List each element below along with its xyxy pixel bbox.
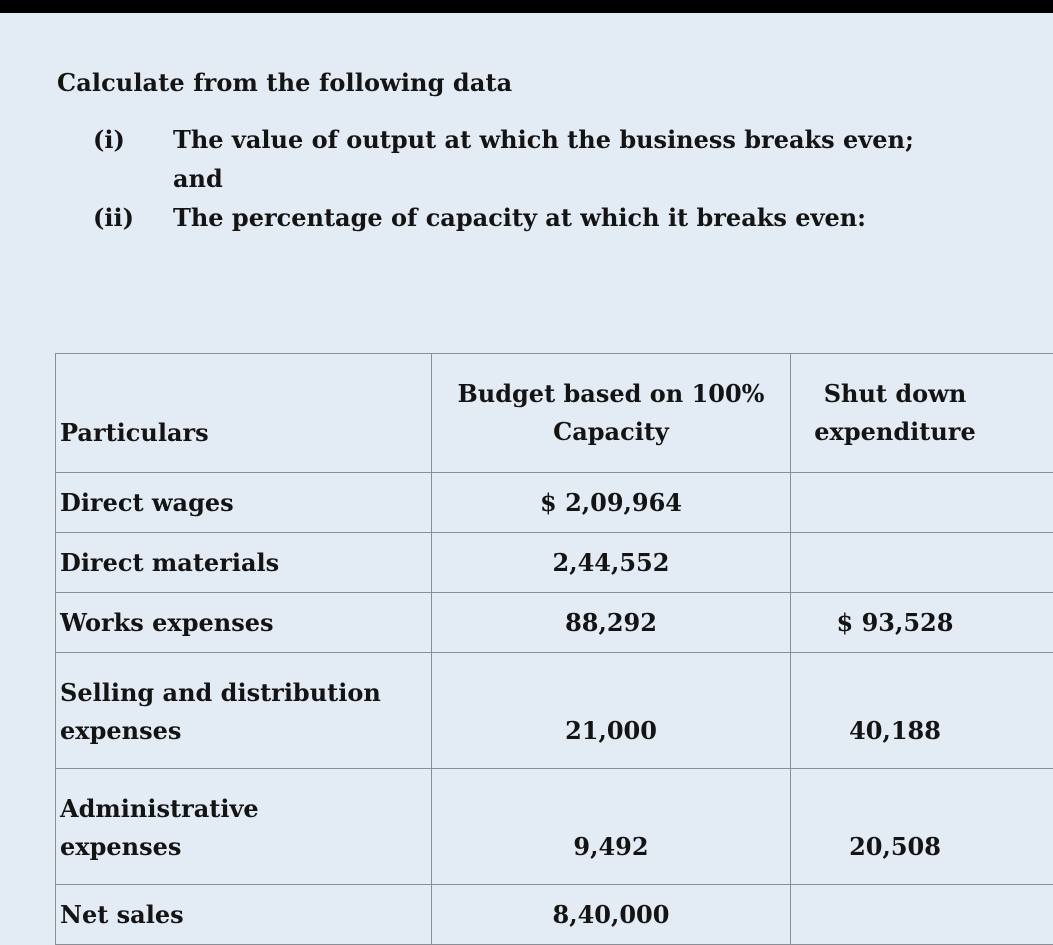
header-particulars (56, 354, 432, 473)
cell-shutdown: $ 93,528 (791, 593, 1053, 653)
question-heading: Calculate from the following data (57, 68, 512, 97)
cell-particular: Works expenses (56, 593, 432, 653)
cell-particular-line2: expenses (60, 828, 427, 866)
cell-budget: 2,44,552 (432, 533, 791, 593)
cell-particular-line1: Administrative (60, 790, 427, 828)
top-black-bar (0, 0, 1053, 13)
cell-budget: 9,492 (432, 769, 791, 885)
question-i-text-continued: and (173, 164, 223, 193)
cell-particular: Net sales (56, 885, 432, 945)
cell-shutdown (791, 885, 1053, 945)
cell-shutdown: 40,188 (791, 653, 1053, 769)
cell-particular: Direct wages (56, 473, 432, 533)
header-budget-line2: Capacity (436, 413, 786, 451)
table-row-direct-materials (56, 533, 1053, 593)
table-row-selling-distribution (56, 653, 1053, 769)
header-shutdown (791, 354, 1053, 473)
header-budget-line1: Budget based on 100% (436, 375, 786, 413)
header-particulars-label: Particulars (60, 418, 209, 447)
cell-budget: 21,000 (432, 653, 791, 769)
cell-budget: $ 2,09,964 (432, 473, 791, 533)
table-row-works-expenses (56, 593, 1053, 653)
header-budget (432, 354, 791, 473)
cell-particular (56, 769, 432, 885)
table-row-net-sales (56, 885, 1053, 945)
cell-shutdown (791, 473, 1053, 533)
header-shutdown-line1: Shut down (795, 375, 995, 413)
cell-budget: 8,40,000 (432, 885, 791, 945)
cell-particular-line2: expenses (60, 712, 427, 750)
cell-shutdown: 20,508 (791, 769, 1053, 885)
table-row-administrative (56, 769, 1053, 885)
question-i-text: The value of output at which the business breaks even; (173, 125, 914, 154)
table-row-direct-wages (56, 473, 1053, 533)
cell-particular (56, 653, 432, 769)
cell-particular: Direct materials (56, 533, 432, 593)
cell-shutdown (791, 533, 1053, 593)
table-header-row (56, 354, 1053, 473)
question-number-i: (i) (93, 125, 125, 154)
cell-budget: 88,292 (432, 593, 791, 653)
header-shutdown-line2: expenditure (795, 413, 995, 451)
question-ii-text: The percentage of capacity at which it breaks even: (173, 203, 866, 232)
cost-data-table (55, 353, 1053, 945)
cell-particular-line1: Selling and distribution (60, 674, 427, 712)
question-number-ii: (ii) (93, 203, 134, 232)
